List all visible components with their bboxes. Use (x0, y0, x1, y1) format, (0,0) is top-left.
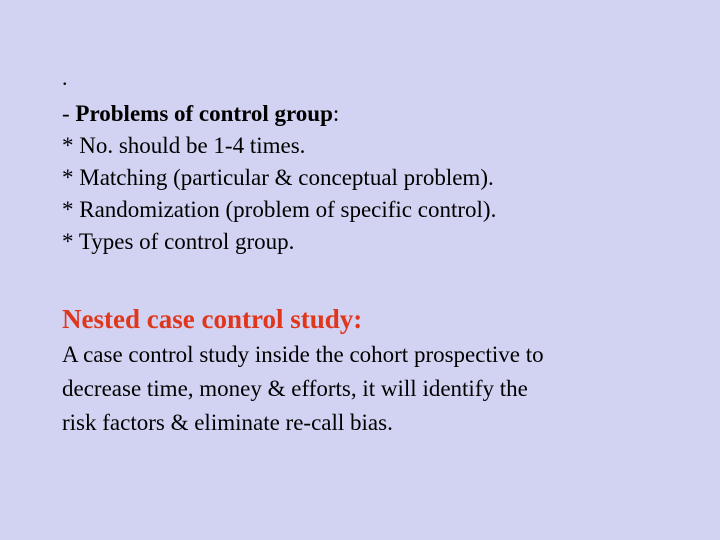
problems-heading (62, 98, 496, 130)
problem-item-count: * No. should be 1-4 times. (62, 133, 306, 158)
problems-heading-suffix: : (332, 101, 340, 126)
problem-item-matching: * Matching (particular & conceptual problem). (62, 165, 494, 190)
problems-heading-title: Problems of control group (75, 101, 333, 126)
problem-item-types: * Types of control group. (62, 229, 295, 254)
problems-list (62, 98, 496, 258)
nested-study-heading: Nested case control study: (62, 304, 363, 334)
nested-study-line-3: risk factors & eliminate re-call bias. (62, 410, 393, 435)
nested-study-line-2: decrease time, money & efforts, it will identify the (62, 376, 528, 401)
nested-study-description (62, 338, 682, 440)
nested-study-line-1: A case control study inside the cohort prospective to (62, 342, 544, 367)
problems-heading-prefix: - (62, 101, 76, 126)
problem-item-randomization: * Randomization (problem of specific control). (62, 197, 497, 222)
leading-dot: . (62, 65, 68, 90)
